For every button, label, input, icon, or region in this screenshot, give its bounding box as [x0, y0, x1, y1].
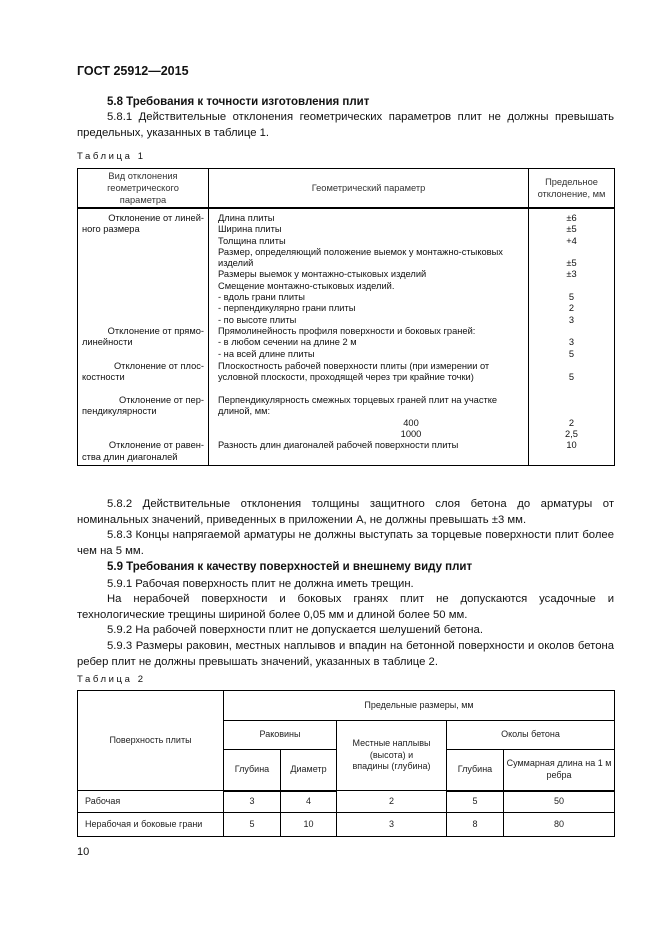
- surface-cell: Рабочая: [78, 791, 224, 813]
- table2-header-depth2: Глубина: [447, 750, 504, 791]
- param-line: Разность длин диагоналей рабочей поверхности плиты: [218, 440, 459, 451]
- value-cell: 2,5: [565, 429, 578, 440]
- paragraph-5-8-3: 5.8.3 Концы напрягаемой арматуры не должны выступать за торцевые поверхности плит более чем на 5 мм.: [77, 529, 614, 557]
- table2-header-sags: Местные наплывы (высота) и впадины (глубина): [337, 721, 447, 791]
- paragraph-5-9-3: 5.9.3 Размеры раковин, местных наплывов и впадин на бетонной поверхности и околов бетона ребер плит не должны превышать значений, указанных в таблице 2.: [77, 640, 614, 668]
- table2-header-depth: Глубина: [224, 750, 281, 791]
- value-cell: 5: [447, 791, 504, 813]
- table-1: [77, 168, 615, 466]
- table2-header-diameter: Диаметр: [281, 750, 337, 791]
- surface-cell: Нерабочая и боковые грани: [78, 813, 224, 837]
- value-cell: ±3: [566, 269, 577, 280]
- paragraph-5-9-1: 5.9.1 Рабочая поверхность плит не должна иметь трещин.: [107, 578, 414, 590]
- param-line: длиной, мм:: [218, 406, 271, 417]
- param-line: 1000: [400, 429, 422, 440]
- value-cell: ±5: [566, 224, 577, 235]
- value-cell: [529, 326, 614, 337]
- value-cell: ±5: [566, 258, 577, 269]
- param-line: Прямолинейность профиля поверхности и боковых граней:: [218, 325, 476, 336]
- table2-header-cavities: Раковины: [224, 721, 337, 750]
- param-line: - вдоль грани плиты: [218, 292, 305, 303]
- table1-header-limit: Предельное отклонение, мм: [529, 169, 615, 209]
- row-type-line: Отклонение от пер-: [118, 395, 204, 406]
- row-type-line: Отклонение от равен-: [108, 440, 204, 451]
- paragraph-5-9-1b: На нерабочей поверхности и боковых гранях плит не допускаются усадочные и технологические трещины шириной более 0,05 мм и длиной более 50 мм.: [77, 593, 614, 621]
- table2-caption: Таблица 2: [77, 674, 146, 685]
- row-type-line: Отклонение от прямо-: [107, 325, 204, 336]
- param-line: 400: [403, 417, 419, 428]
- paragraph-5-8-1: 5.8.1 Действительные отклонения геометрических параметров плит не должны превышать предельных, указанных в таблице 1.: [77, 111, 614, 139]
- value-cell: 2: [337, 791, 447, 813]
- row-type-line: пендикулярности: [82, 406, 157, 417]
- value-cell: [529, 281, 614, 292]
- value-cell: 3: [568, 314, 575, 325]
- param-line: Ширина плиты: [218, 224, 282, 235]
- table-row: [78, 395, 615, 440]
- value-cell: 2: [568, 417, 575, 428]
- row-type-line: Отклонение от плос-: [113, 360, 204, 371]
- page-number: 10: [77, 846, 90, 858]
- param-line: Толщина плиты: [218, 235, 286, 246]
- table1-caption: Таблица 1: [77, 151, 146, 162]
- section-5-8-title: 5.8 Требования к точности изготовления плит: [107, 96, 370, 108]
- param-line: условной плоскости, проходящей через три крайние точки): [218, 371, 474, 382]
- param-line: Размеры выемок у монтажно-стыковых изделий: [218, 269, 427, 280]
- table-2: [77, 690, 615, 837]
- row-type-line: ства длин диагоналей: [82, 451, 178, 462]
- value-cell: 3: [337, 813, 447, 837]
- value-cell: 80: [504, 813, 615, 837]
- value-cell: 10: [566, 440, 577, 451]
- document-header: ГОСТ 25912—2015: [77, 64, 189, 78]
- param-line: Плоскостность рабочей поверхности плиты (при измерении от: [218, 360, 490, 371]
- value-cell: 3: [224, 791, 281, 813]
- table1-header-type: Вид отклонения геометрического параметра: [78, 169, 209, 209]
- table-row: [78, 440, 615, 465]
- table2-header-total-length: Суммарная длина на 1 м ребра: [504, 750, 615, 791]
- row-type-line: Отклонение от линей-: [108, 213, 204, 223]
- param-line: Перпендикулярность смежных торцевых граней плит на участке: [218, 395, 498, 406]
- value-cell: [529, 406, 614, 417]
- value-cell: 4: [281, 791, 337, 813]
- table-row: [78, 813, 615, 837]
- value-cell: ±6: [566, 213, 577, 223]
- table-row: [78, 326, 615, 361]
- value-cell: 8: [447, 813, 504, 837]
- table-row: [78, 791, 615, 813]
- param-line: - в любом сечении на длине 2 м: [218, 337, 357, 348]
- section-5-9-title: 5.9 Требования к качеству поверхностей и внешнему виду плит: [107, 561, 473, 573]
- value-cell: 10: [281, 813, 337, 837]
- table-row: [78, 208, 615, 326]
- value-cell: 5: [568, 371, 575, 382]
- table1-header-row: [78, 169, 615, 209]
- table2-header-chips: Околы бетона: [447, 721, 615, 750]
- value-cell: 3: [568, 337, 575, 348]
- row-type-line: ного размера: [82, 224, 140, 235]
- paragraph-5-9-2: 5.9.2 На рабочей поверхности плит не допускается шелушений бетона.: [107, 624, 483, 636]
- param-line: Длина плиты: [218, 213, 275, 223]
- value-cell: +4: [566, 235, 577, 246]
- table2-header-row-1: [78, 691, 615, 721]
- value-cell: 5: [568, 348, 575, 359]
- table-row: [78, 361, 615, 396]
- param-line: Размер, определяющий положение выемок у монтажно-стыковых: [218, 246, 503, 257]
- paragraph-5-8-2: 5.8.2 Действительные отклонения толщины защитного слоя бетона до арматуры от номинальных значений, приведенных в приложении А, не должны превышать ±3 мм.: [77, 498, 614, 526]
- value-cell: [529, 395, 614, 406]
- value-cell: [529, 247, 614, 258]
- param-line: изделий: [218, 258, 254, 269]
- value-cell: 5: [568, 292, 575, 303]
- table2-header-surface: Поверхность плиты: [78, 691, 224, 791]
- value-cell: [529, 361, 614, 372]
- param-line: Смещение монтажно-стыковых изделий.: [218, 280, 395, 291]
- param-line: - перпендикулярно грани плиты: [218, 303, 356, 314]
- table2-header-limits: Предельные размеры, мм: [224, 691, 615, 721]
- row-type-line: линейности: [82, 337, 133, 348]
- table1-header-param: Геометрический параметр: [209, 169, 529, 209]
- value-cell: 50: [504, 791, 615, 813]
- row-type-line: костности: [82, 371, 125, 382]
- value-cell: 5: [224, 813, 281, 837]
- value-cell: 2: [568, 303, 575, 314]
- param-line: - на всей длине плиты: [218, 348, 315, 359]
- param-line: - по высоте плиты: [218, 314, 297, 325]
